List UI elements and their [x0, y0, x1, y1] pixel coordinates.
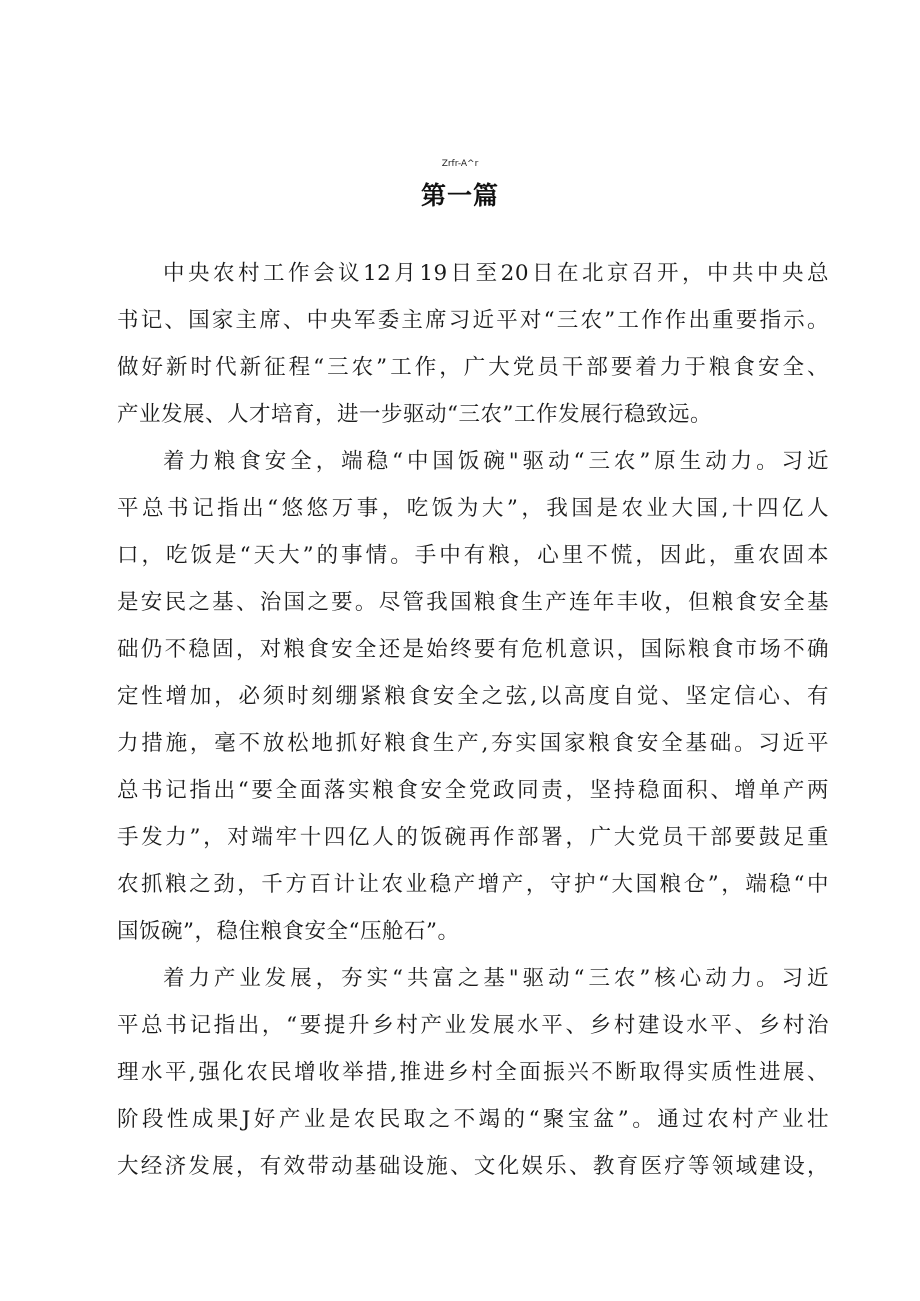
paragraph-2-line-6: 定性增加，必须时刻绷紧粮食安全之弦,以高度自觉、坚定信心、有 — [117, 684, 829, 709]
paragraph-2-line-3: 口，吃饭是“天大”的事情。手中有粮，心里不慌，因此，重农固本 — [117, 543, 829, 568]
paragraph-2-line-8: 总书记指出“要全面落实粮食安全党政同责，坚持稳面积、增单产两 — [117, 778, 829, 803]
paragraph-2-line-7: 力措施，毫不放松地抓好粮食生产,夯实国家粮食安全基础。习近平 — [117, 731, 829, 756]
paragraph-2-line-11: 国饭碗”，稳住粮食安全“压舱石”。 — [117, 919, 460, 944]
paragraph-2-line-2: 平总书记指出“悠悠万事，吃饭为大”，我国是农业大国,十四亿人 — [117, 496, 829, 521]
paragraph-2-line-10: 农抓粮之劲，千方百计让农业稳产增产，守护“大国粮仓”，端稳“中 — [117, 872, 829, 897]
paragraph-1-line-2: 书记、国家主席、中央军委主席习近平对“三农”工作作出重要指示。 — [117, 308, 829, 333]
paragraph-2-line-1: 着力粮食安全，端稳“中国饭碗"驱动“三农”原生动力。习近 — [163, 449, 829, 474]
header-mark-text: Zrfr-A^r — [441, 159, 479, 169]
paragraph-3-line-5: 大经济发展，有效带动基础设施、文化娱乐、教育医疗等领域建设， — [117, 1154, 829, 1179]
paragraph-1-line-1: 中央农村工作会议12月19日至20日在北京召开，中共中央总 — [163, 261, 829, 286]
paragraph-2-line-9: 手发力”，对端牢十四亿人的饭碗再作部署，广大党员干部要鼓足重 — [117, 825, 829, 850]
paragraph-2-line-5: 础仍不稳固，对粮食安全还是始终要有危机意识，国际粮食市场不确 — [117, 637, 829, 662]
header-mark — [0, 159, 920, 169]
paragraph-3-line-2: 平总书记指出，“要提升乡村产业发展水平、乡村建设水平、乡村治 — [117, 1013, 829, 1038]
paragraph-2-line-4: 是安民之基、治国之要。尽管我国粮食生产连年丰收，但粮食安全基 — [117, 590, 829, 615]
paragraph-1-line-4: 产业发展、人才培育，进一步驱动“三农”工作发展行稳致远。 — [117, 402, 712, 427]
paragraph-3-line-3: 理水平,强化农民增收举措,推进乡村全面振兴不断取得实质性进展、 — [117, 1060, 829, 1085]
paragraph-3-line-1: 着力产业发展，夯实“共富之基"驱动“三农”核心动力。习近 — [163, 966, 829, 991]
paragraph-3-line-4: 阶段性成果J好产业是农民取之不竭的“聚宝盆”。通过农村产业壮 — [117, 1107, 829, 1132]
document-title: 第一篇 — [420, 181, 499, 210]
paragraph-1-line-3: 做好新时代新征程“三农”工作，广大党员干部要着力于粮食安全、 — [117, 355, 829, 380]
